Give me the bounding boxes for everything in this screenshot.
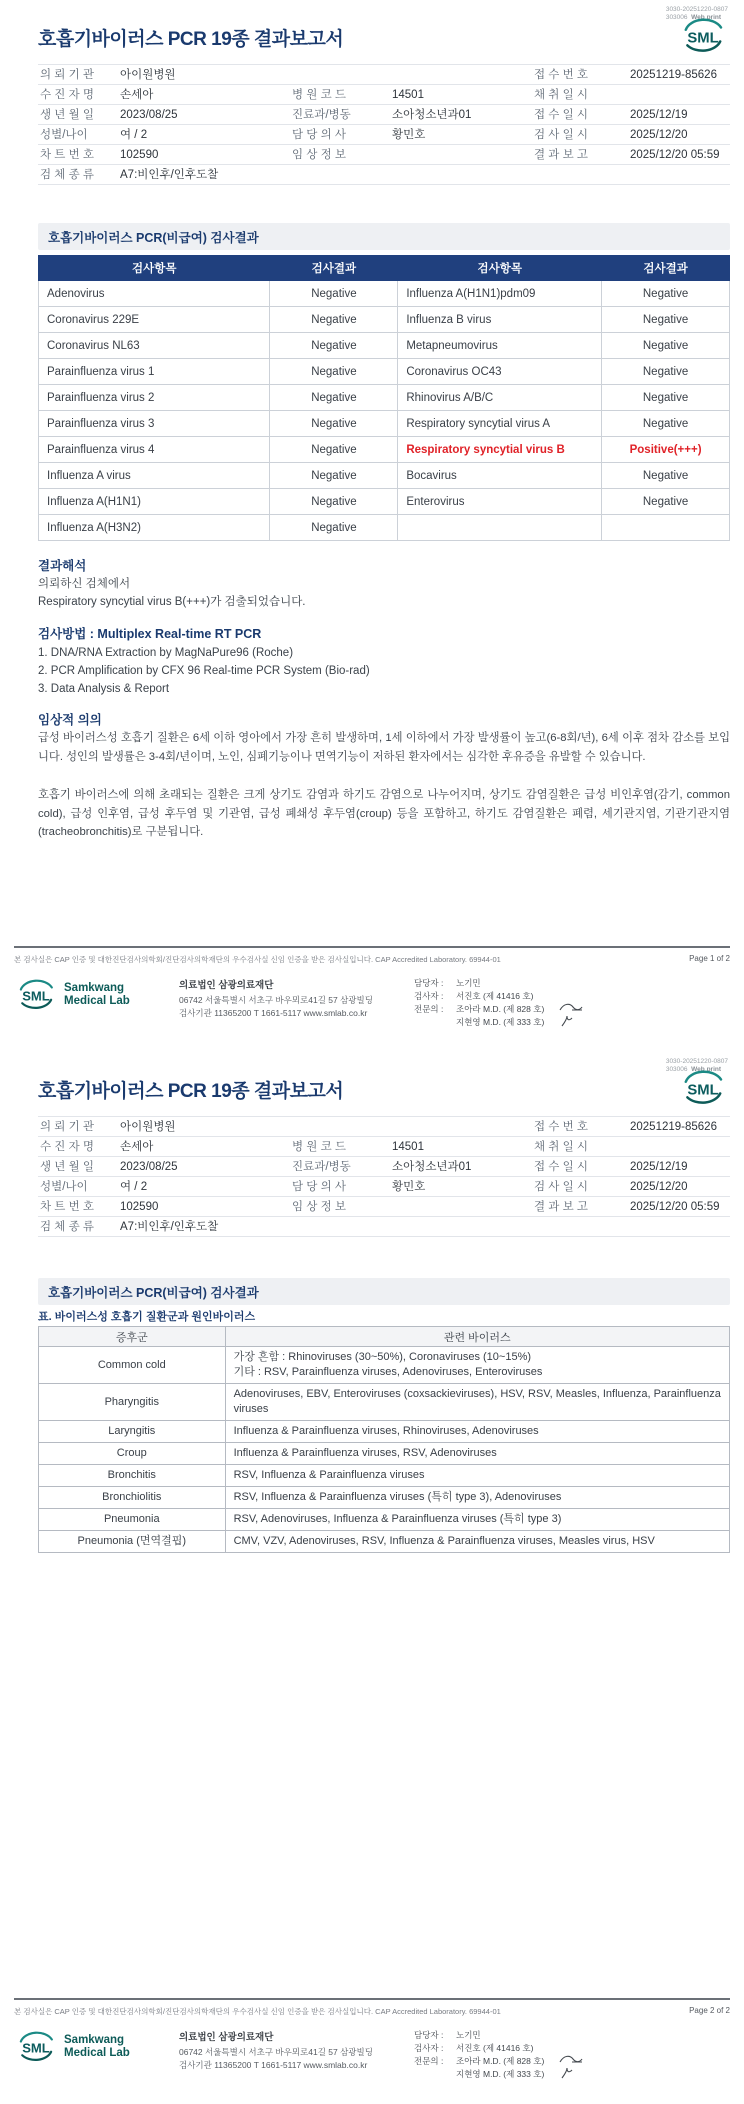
value-sex-age: 여 / 2 [118,125,290,145]
value-requesting-org: 아이원병원 [118,1117,532,1137]
value-chart-no: 102590 [118,1197,290,1217]
web-print-label: Web print [691,1066,722,1073]
test-result: Negative [602,489,730,515]
sml-logo-icon [14,977,58,1013]
specialist-label: 전문의 : [414,1004,444,1014]
col-header-result-left: 검사결과 [270,256,398,281]
test-item: Adenovirus [39,281,270,307]
sml-logo-text: SML [22,988,50,1004]
col-header-syndrome: 증후군 [39,1327,226,1347]
interpretation-line1: 의뢰하신 검체에서 [38,578,131,590]
value-specimen: A7:비인후/인후도찰 [118,1217,730,1237]
test-result: Negative [270,307,398,333]
test-result: Negative [270,411,398,437]
footer-main [14,2029,730,2081]
test-result: Negative [602,307,730,333]
sml-logo-text: SML [687,30,719,47]
syndrome-virus-table [38,1326,730,1553]
accreditation-text: 본 검사실은 CAP 인증 및 대한진단검사의학회/진단검사의학재단의 우수검사실 신임 인증을 받은 검사실입니다. CAP Accredited Laboratory. 69944-01 [14,955,501,964]
label-report-datetime: 결 과 보 고 [532,1197,628,1217]
manager-label: 담당자 : [414,978,444,988]
label-collect-datetime: 채 취 일 시 [532,1137,628,1157]
table-row [39,1509,730,1531]
tester-name: 서진호 (제 41416 호) [456,2043,534,2053]
test-result: Negative [602,281,730,307]
table-row [39,1443,730,1465]
footer-staff [414,2029,730,2081]
lab-name-line2: Medical Lab [64,2047,130,2059]
label-specimen: 검 체 종 류 [38,1217,118,1237]
lab-name-line1: Samkwang [64,982,125,994]
label-test-datetime: 검 사 일 시 [532,125,628,145]
method-heading: 검사방법 : Multiplex Real-time RT PCR [38,627,262,641]
label-receipt-no: 접 수 번 호 [532,1117,628,1137]
sml-logo-text: SML [22,2040,50,2056]
patient-info-table [38,64,730,185]
test-item: Coronavirus NL63 [39,333,270,359]
method-step-2: 2. PCR Amplification by CFX 96 Real-time PCR System (Bio-rad) [38,665,370,677]
label-report-datetime: 결 과 보 고 [532,145,628,165]
test-item: Coronavirus 229E [39,307,270,333]
syndrome-name: Bronchiolitis [39,1487,226,1509]
test-result-positive: Positive(+++) [602,437,730,463]
label-birth-date: 생 년 월 일 [38,105,118,125]
label-receipt-no: 접 수 번 호 [532,65,628,85]
value-hospital-code: 14501 [390,85,532,105]
sml-logo-text: SML [687,1082,719,1099]
signature-icon [558,2053,584,2066]
value-collect-datetime [628,1137,730,1157]
label-requesting-org: 의 뢰 기 관 [38,65,118,85]
lab-name [64,982,130,1008]
page-footer [14,1998,730,2081]
table-row [39,1531,730,1553]
value-doctor: 황민호 [390,1177,532,1197]
related-viruses: Influenza & Parainfluenza viruses, RSV, Adenoviruses [225,1443,729,1465]
value-chart-no: 102590 [118,145,290,165]
label-patient-name: 수 진 자 명 [38,85,118,105]
staff-manager-row [414,977,730,990]
org-contact: 검사기관 11365200 T 1661-5117 www.smlab.co.kr [179,1008,368,1018]
footer-divider [14,1998,730,2000]
value-sex-age: 여 / 2 [118,1177,290,1197]
test-result: Negative [602,359,730,385]
value-birth-date: 2023/08/25 [118,1157,290,1177]
results-section-heading: 호흡기바이러스 PCR(비급여) 검사결과 [38,223,730,250]
lab-name-line1: Samkwang [64,2034,125,2046]
results-section-heading: 호흡기바이러스 PCR(비급여) 검사결과 [38,1278,730,1305]
test-item: Influenza A virus [39,463,270,489]
label-sex-age: 성별/나이 [38,125,118,145]
test-result: Negative [270,515,398,541]
lab-name-line2: Medical Lab [64,995,130,1007]
table-row [39,1347,730,1384]
staff-manager-row [414,2029,730,2042]
table-row [39,1487,730,1509]
syndrome-name: Common cold [39,1347,226,1384]
test-result: Negative [602,463,730,489]
table-row [39,463,730,489]
table-row [39,307,730,333]
related-viruses: Influenza & Parainfluenza viruses, Rhinoviruses, Adenoviruses [225,1421,729,1443]
report-page-2 [0,1052,744,2104]
label-dept-ward: 진료과/병동 [290,1157,390,1177]
test-item [398,515,602,541]
table-row [39,333,730,359]
value-doctor: 황민호 [390,125,532,145]
print-code-number: 303006 [665,1066,688,1073]
org-name: 의료법인 삼광의료재단 [179,980,274,991]
value-requesting-org: 아이원병원 [118,65,532,85]
tester-name: 서진호 (제 41416 호) [456,991,534,1001]
footer-org-info [179,977,414,1020]
clinical-paragraph-1: 급성 바이러스성 호흡기 질환은 6세 이하 영아에서 가장 흔히 발생하며, 1세 이하에서 가장 발생률이 높고(6-8회/년), 6세 이후 점차 감소를 보입니다. 성인의 발생률은 3-4회/년이며, 노인, 심폐기능이나 면역기능이 저하된 환자에서는 심각한 후유증을 유발할 수 있습니다. [38,732,730,763]
interpretation-heading: 결과해석 [38,559,87,573]
test-result: Negative [270,463,398,489]
test-item-positive: Respiratory syncytial virus B [398,437,602,463]
test-result: Negative [602,411,730,437]
page-title: 호흡기바이러스 PCR 19종 결과보고서 [38,1081,344,1102]
syndrome-table-caption: 표. 바이러스성 호흡기 질환군과 원인바이러스 [38,1311,256,1323]
print-code-number: 303006 [665,14,688,21]
label-specimen: 검 체 종 류 [38,165,118,185]
value-clinical-info [390,1197,532,1217]
viruses-line1: 가장 흔함 : Rhinoviruses (30~50%), Coronaviruses (10~15%) [233,1351,532,1363]
test-item: Coronavirus OC43 [398,359,602,385]
test-item: Respiratory syncytial virus A [398,411,602,437]
staff-specialist-row-2 [414,1016,730,1029]
label-chart-no: 차 트 번 호 [38,145,118,165]
pcr-results-table [38,255,730,541]
footer-divider [14,946,730,948]
test-item: Parainfluenza virus 1 [39,359,270,385]
test-item: Parainfluenza virus 2 [39,385,270,411]
value-test-datetime: 2025/12/20 [628,1177,730,1197]
related-viruses: RSV, Influenza & Parainfluenza viruses [225,1465,729,1487]
org-contact: 검사기관 11365200 T 1661-5117 www.smlab.co.kr [179,2060,368,2070]
interpretation-line2: Respiratory syncytial virus B(+++)가 검출되었습니다. [38,596,306,608]
label-doctor: 담 당 의 사 [290,1177,390,1197]
value-collect-datetime [628,85,730,105]
table-row [39,1465,730,1487]
signature-icon [558,1001,584,1014]
label-hospital-code: 병 원 코 드 [290,85,390,105]
col-header-item-left: 검사항목 [39,256,270,281]
footer-main [14,977,730,1029]
related-viruses [225,1347,729,1384]
table-row [39,489,730,515]
value-receipt-datetime: 2025/12/19 [628,1157,730,1177]
clinical-significance-heading: 임상적 의의 [38,713,102,727]
print-code-line1: 3030-20251220-0807 [665,1058,728,1065]
viruses-line2: 기타 : RSV, Parainfluenza viruses, Adenoviruses, Enteroviruses [233,1366,543,1378]
related-viruses: RSV, Influenza & Parainfluenza viruses (특히 type 3), Adenoviruses [225,1487,729,1509]
syndrome-name: Pneumonia (면역결핍) [39,1531,226,1553]
specialist-name-2: 지현영 M.D. (제 333 호) [456,2069,545,2079]
specialist-label: 전문의 : [414,2056,444,2066]
sml-logo-icon [678,16,728,56]
value-report-datetime: 2025/12/20 05:59 [628,1197,730,1217]
label-test-datetime: 검 사 일 시 [532,1177,628,1197]
syndrome-name: Laryngitis [39,1421,226,1443]
test-item: Influenza B virus [398,307,602,333]
table-row [39,1421,730,1443]
value-patient-name: 손세아 [118,85,290,105]
related-viruses: CMV, VZV, Adenoviruses, RSV, Influenza & Parainfluenza viruses, Measles virus, HSV [225,1531,729,1553]
test-item: Influenza A(H1N1) [39,489,270,515]
label-sex-age: 성별/나이 [38,1177,118,1197]
web-print-label: Web print [691,14,722,21]
col-header-viruses: 관련 바이러스 [225,1327,729,1347]
table-row-positive [39,437,730,463]
test-item: Influenza A(H1N1)pdm09 [398,281,602,307]
signature-icon [558,2066,576,2080]
org-name: 의료법인 삼광의료재단 [179,2032,274,2043]
value-receipt-no: 20251219-85626 [628,1117,730,1137]
label-clinical-info: 임 상 정 보 [290,1197,390,1217]
test-result: Negative [602,333,730,359]
test-result: Negative [270,333,398,359]
sml-logo-icon [14,2029,58,2065]
print-code-line1: 3030-20251220-0807 [665,6,728,13]
label-requesting-org: 의 뢰 기 관 [38,1117,118,1137]
page-number: Page 2 of 2 [689,2006,730,2015]
method-step-3: 3. Data Analysis & Report [38,683,170,695]
syndrome-name: Pneumonia [39,1509,226,1531]
value-specimen: A7:비인후/인후도찰 [118,165,730,185]
label-receipt-datetime: 접 수 일 시 [532,1157,628,1177]
staff-specialist-row-2 [414,2068,730,2081]
clinical-paragraph-2: 호흡기 바이러스에 의해 초래되는 질환은 크게 상기도 감염과 하기도 감염으로 나누어지며, 상기도 감염질환은 급성 비인후염(감기, common cold), 급성 인후염, 급성 후두염 및 기관염, 급성 폐쇄성 후두염(croup) 등을 포함하고, 하기도 감염질환은 폐렴, 세기관지염, 기관기관지염(tracheobronchitis)로 구분됩니다. [38,789,730,838]
specialist-name-1: 조아라 M.D. (제 828 호) [456,2056,545,2066]
specialist-name-1: 조아라 M.D. (제 828 호) [456,1004,545,1014]
manager-name: 노기민 [456,2030,481,2040]
label-clinical-info: 임 상 정 보 [290,145,390,165]
footer-disclaimer-row [14,2006,730,2017]
label-patient-name: 수 진 자 명 [38,1137,118,1157]
footer-org-info [179,2029,414,2072]
specialist-label-spacer [414,2068,456,2081]
value-hospital-code: 14501 [390,1137,532,1157]
signature-icon [558,1014,576,1028]
value-birth-date: 2023/08/25 [118,105,290,125]
results-header-row [39,256,730,281]
label-receipt-datetime: 접 수 일 시 [532,105,628,125]
syndrome-name: Bronchitis [39,1465,226,1487]
label-hospital-code: 병 원 코 드 [290,1137,390,1157]
label-collect-datetime: 채 취 일 시 [532,85,628,105]
test-item: Rhinovirus A/B/C [398,385,602,411]
test-result: Negative [270,385,398,411]
value-receipt-datetime: 2025/12/19 [628,105,730,125]
test-item: Parainfluenza virus 4 [39,437,270,463]
manager-name: 노기민 [456,978,481,988]
value-receipt-no: 20251219-85626 [628,65,730,85]
tester-label: 검사자 : [414,2043,444,2053]
test-result: Negative [270,437,398,463]
test-result: Negative [270,281,398,307]
org-address: 06742 서울특별시 서초구 바우뫼로41길 57 삼광빌딩 [179,995,373,1005]
label-birth-date: 생 년 월 일 [38,1157,118,1177]
test-result: Negative [602,385,730,411]
value-dept-ward: 소아청소년과01 [390,1157,532,1177]
syndrome-name: Pharyngitis [39,1384,226,1421]
test-result: Negative [270,489,398,515]
test-item: Parainfluenza virus 3 [39,411,270,437]
col-header-result-right: 검사결과 [602,256,730,281]
specialist-label-spacer [414,1016,456,1029]
value-patient-name: 손세아 [118,1137,290,1157]
table-row [39,411,730,437]
method-step-1: 1. DNA/RNA Extraction by MagNaPure96 (Roche) [38,647,294,659]
accreditation-text: 본 검사실은 CAP 인증 및 대한진단검사의학회/진단검사의학재단의 우수검사실 신임 인증을 받은 검사실입니다. CAP Accredited Laboratory. 69944-01 [14,2007,501,2016]
footer-logo [14,2029,179,2065]
related-viruses: RSV, Adenoviruses, Influenza & Parainfluenza viruses (특히 type 3) [225,1509,729,1531]
tester-label: 검사자 : [414,991,444,1001]
value-report-datetime: 2025/12/20 05:59 [628,145,730,165]
test-item: Metapneumovirus [398,333,602,359]
lab-name [64,2034,130,2060]
label-doctor: 담 당 의 사 [290,125,390,145]
org-address: 06742 서울특별시 서초구 바우뫼로41길 57 삼광빌딩 [179,2047,373,2057]
footer-disclaimer-row [14,954,730,965]
patient-info-table [38,1116,730,1237]
page-footer [14,946,730,1029]
sml-logo-icon [678,1068,728,1108]
value-dept-ward: 소아청소년과01 [390,105,532,125]
manager-label: 담당자 : [414,2030,444,2040]
value-clinical-info [390,145,532,165]
table-row [39,281,730,307]
table-row [39,515,730,541]
label-chart-no: 차 트 번 호 [38,1197,118,1217]
syndrome-header-row [39,1327,730,1347]
test-result: Negative [270,359,398,385]
syndrome-name: Croup [39,1443,226,1465]
test-item: Bocavirus [398,463,602,489]
specialist-name-2: 지현영 M.D. (제 333 호) [456,1017,545,1027]
page-title: 호흡기바이러스 PCR 19종 결과보고서 [38,29,344,50]
test-item: Influenza A(H3N2) [39,515,270,541]
footer-staff [414,977,730,1029]
related-viruses: Adenoviruses, EBV, Enteroviruses (coxsackieviruses), HSV, RSV, Measles, Influenza, Parainfluenza viruses [225,1384,729,1421]
label-dept-ward: 진료과/병동 [290,105,390,125]
table-row [39,1384,730,1421]
test-item: Enterovirus [398,489,602,515]
table-row [39,359,730,385]
col-header-item-right: 검사항목 [398,256,602,281]
test-result [602,515,730,541]
page-number: Page 1 of 2 [689,954,730,963]
table-row [39,385,730,411]
footer-logo [14,977,179,1013]
value-test-datetime: 2025/12/20 [628,125,730,145]
